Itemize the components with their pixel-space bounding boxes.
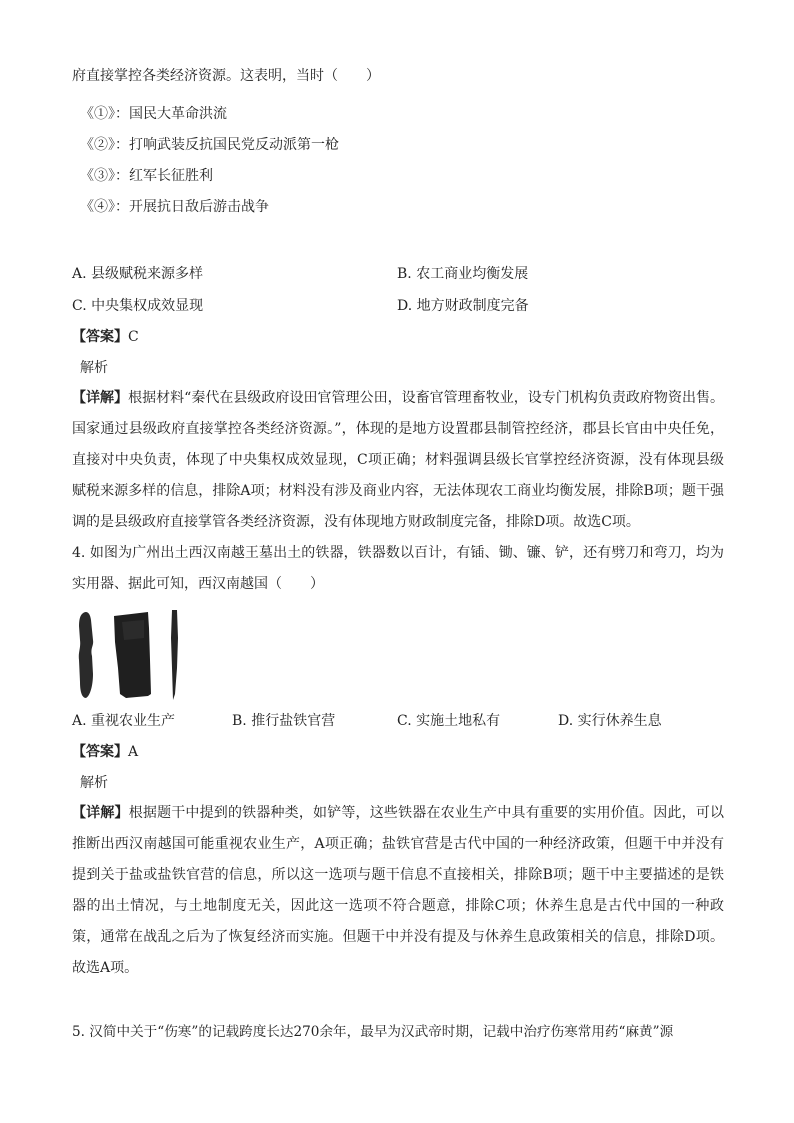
q3-answer — [72, 327, 139, 347]
q4-option-b: B. 推行盐铁官营 — [232, 713, 336, 729]
iron-tool-1 — [79, 612, 93, 698]
list-item-1: 《①》：国民大革命洪流 — [80, 106, 227, 122]
q4-option-d: D. 实行休养生息 — [558, 713, 662, 729]
q3-option-b: B. 农工商业均衡发展 — [397, 266, 529, 282]
q4-stem: 4. 如图为广州出土西汉南越王墓出土的铁器，铁器数以百计，有锸、锄、镰、铲，还有劈刀和弯刀，均为实用器、据此可知，西汉南越国（ ） — [72, 545, 724, 592]
q3-option-c: C. 中央集权成效显现 — [72, 298, 204, 314]
iron-tool-3 — [171, 610, 178, 700]
q5-stem: 5. 汉简中关于“伤寒”的记载跨度长达270余年，最早为汉武帝时期，记载中治疗伤寒常用药“麻黄”源 — [72, 1024, 674, 1040]
answer-tag: 【答案】 — [72, 329, 128, 345]
list-item-2: 《②》：打响武装反抗国民党反动派第一枪 — [80, 137, 339, 153]
q3-analysis-title: 解析 — [80, 360, 108, 376]
iron-artifacts-image — [74, 608, 194, 704]
detail-text: 根据材料“秦代在县级政府设田官管理公田，设畜官管理畜牧业，设专门机构负责政府物资出售。国家通过县级政府直接掌控各类经济资源。”，体现的是地方设置郡县制管控经济，郡县长官由中央任免，直接对中央负责，体现了中央集权成效显现，C项正确；材料强调县级长官掌控经济资源，没有体现县级赋税来源多样的信息，排除A项；材料没有涉及商业内容，无法体现农工商业均衡发展，排除B项；题干强调的是县级政府直接掌管各类经济资源，没有体现地方财政制度完备，排除D项。故选C项。 — [72, 390, 725, 530]
q4-detail — [72, 798, 724, 984]
q4-option-c: C. 实施土地私有 — [397, 713, 501, 729]
detail-tag: 【详解】 — [72, 390, 129, 406]
answer-value: A — [128, 744, 139, 760]
q3-detail — [72, 383, 724, 538]
q4-option-a: A. 重视农业生产 — [72, 713, 176, 729]
detail-text: 根据题干中提到的铁器种类，如铲等，这些铁器在农业生产中具有重要的实用价值。因此，可以推断出西汉南越国可能重视农业生产，A项正确；盐铁官营是古代中国的一种经济政策，但题干中并没有提到关于盐或盐铁官营的信息，所以这一选项与题干信息不直接相关，排除B项；题干中主要描述的是铁器的出土情况，与土地制度无关，因此这一选项不符合题意，排除C项；休养生息是古代中国的一种政策，通常在战乱之后为了恢复经济而实施。但题干中并没有提及与休养生息政策相关的信息，排除D项。故选A项。 — [72, 805, 725, 976]
answer-tag: 【答案】 — [72, 744, 128, 760]
question-stem-continuation: 府直接掌控各类经济资源。这表明，当时（ ） — [72, 68, 380, 84]
q4-answer — [72, 742, 138, 762]
list-item-4: 《④》：开展抗日敌后游击战争 — [80, 199, 269, 215]
detail-tag: 【详解】 — [72, 805, 129, 821]
list-item-3: 《③》：红军长征胜利 — [80, 168, 213, 184]
answer-value: C — [128, 329, 139, 345]
q3-option-d: D. 地方财政制度完备 — [397, 298, 529, 314]
q4-analysis-title: 解析 — [80, 775, 108, 791]
q3-option-a: A. 县级赋税来源多样 — [72, 266, 204, 282]
